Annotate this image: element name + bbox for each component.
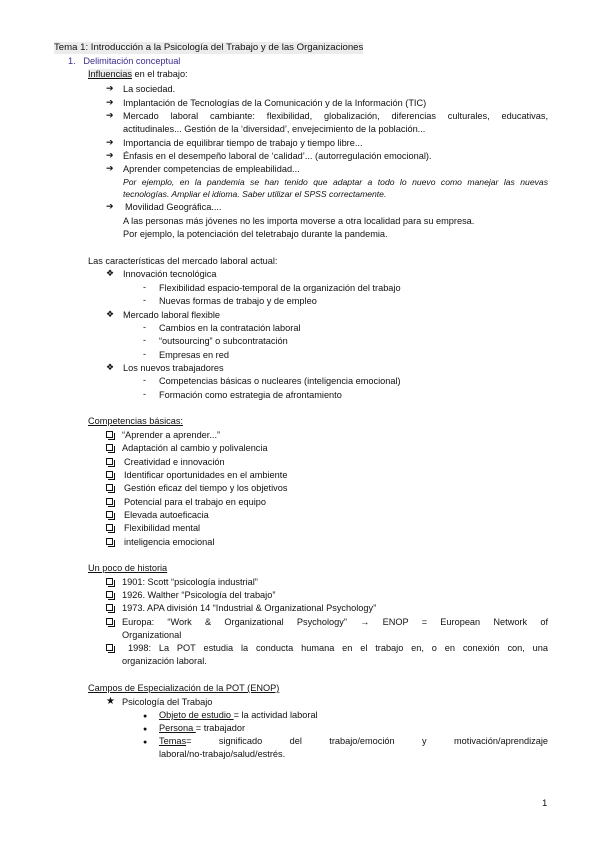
page-number: 1 — [542, 798, 548, 809]
arrow-bullet-icon — [106, 150, 114, 161]
caracteristica-group-label: Innovación tecnológica — [123, 269, 217, 279]
historia-item: 1973. APA división 14 “Industrial & Organizational Psychology” — [122, 603, 377, 613]
checkbox-bullet-icon — [106, 498, 113, 505]
influencias-heading-rest: en el trabajo: — [131, 69, 188, 79]
checkbox-bullet-icon — [106, 618, 113, 625]
caracteristica-item: Nuevas formas de trabajo y de empleo — [159, 296, 317, 306]
arrow-bullet-icon — [106, 83, 114, 94]
arrow-bullet-icon — [106, 97, 114, 108]
caracteristica-item: Cambios en la contratación laboral — [159, 323, 301, 333]
dot-bullet-icon — [143, 736, 147, 746]
influencia-item: Implantación de Tecnologías de la Comunicación y de la Información (TIC) — [123, 98, 427, 108]
checkbox-bullet-icon — [106, 591, 113, 598]
campos-heading: Campos de Especialización de la POT (ENOP) — [88, 683, 280, 693]
campo-detail-value: = significado del trabajo/emoción y motivación/aprendizaje — [186, 736, 548, 746]
checkbox-bullet-icon — [106, 431, 113, 438]
historia-item-cont: Organizational — [122, 630, 182, 640]
campo-detail-value: = trabajador — [195, 723, 246, 733]
arrow-bullet-icon — [106, 110, 114, 121]
dash-bullet-icon — [143, 389, 146, 399]
campo-detail — [159, 709, 318, 721]
competencia-item: Creatividad e innovación — [124, 457, 225, 467]
influencias-heading-key: Influencias — [88, 69, 132, 79]
influencia-item: Mercado laboral cambiante: flexibilidad, globalización, diferencias culturales, educativas, — [123, 111, 548, 121]
star-bullet-icon — [106, 696, 115, 707]
influencia-item-cont: actitudinales... Gestión de la ‘diversidad’, envejecimiento de la población... — [123, 124, 426, 134]
arrow-bullet-icon — [106, 163, 114, 174]
campo-detail-key: Objeto de estudio — [159, 710, 234, 720]
competencia-item: Flexibilidad mental — [124, 523, 201, 533]
arrow-bullet-icon — [106, 137, 114, 148]
checkbox-bullet-icon — [106, 471, 113, 478]
historia-item: 1926. Walther “Psicología del trabajo” — [122, 590, 276, 600]
competencia-item: Identificar oportunidades en el ambiente — [124, 470, 288, 480]
arrow-bullet-icon — [106, 201, 114, 212]
influencias-heading — [88, 68, 188, 80]
influencia-item: Aprender competencias de empleabilidad... — [123, 164, 300, 174]
competencia-item: Adaptación al cambio y polivalencia — [122, 443, 268, 453]
influencia-item: Movilidad Geográfica.... — [125, 202, 222, 212]
campo-detail-cont: laboral/no-trabajo/salud/estrés. — [159, 749, 286, 759]
caracteristica-group-label: Los nuevos trabajadores — [123, 363, 224, 373]
checkbox-bullet-icon — [106, 444, 113, 451]
caracteristica-item: Empresas en red — [159, 350, 229, 360]
diamond-bullet-icon — [106, 309, 114, 320]
historia-item: 1901: Scott “psicología industrial” — [122, 577, 258, 587]
campo-item: Psicología del Trabajo — [122, 697, 213, 707]
competencia-item: Potencial para el trabajo en equipo — [124, 497, 266, 507]
influencia-note: A las personas más jóvenes no les importa moverse a otra localidad para su empresa. — [123, 216, 475, 226]
competencia-item: “Aprender a aprender...” — [122, 430, 221, 440]
competencia-item: Gestión eficaz del tiempo y los objetivos — [124, 483, 288, 493]
caracteristica-item: Formación como estrategia de afrontamiento — [159, 390, 342, 400]
dash-bullet-icon — [143, 349, 146, 359]
dash-bullet-icon — [143, 282, 146, 292]
dot-bullet-icon — [143, 723, 147, 733]
caracteristica-item: Flexibilidad espacio-temporal de la organización del trabajo — [159, 283, 401, 293]
influencia-item: Énfasis en el desempeño laboral de ‘calidad’... (autorregulación emocional). — [123, 151, 432, 161]
checkbox-bullet-icon — [106, 604, 113, 611]
dash-bullet-icon — [143, 322, 146, 332]
dash-bullet-icon — [143, 335, 146, 345]
dash-bullet-icon — [143, 295, 146, 305]
caracteristicas-heading: Las características del mercado laboral actual: — [88, 256, 278, 266]
checkbox-bullet-icon — [106, 524, 113, 531]
diamond-bullet-icon — [106, 362, 114, 373]
section-heading-delimitacion: 1. Delimitación conceptual — [68, 56, 181, 66]
checkbox-bullet-icon — [106, 644, 113, 651]
historia-item: Europa: “Work & Organizational Psychology” → ENOP = European Network of — [122, 617, 548, 627]
document-title: Tema 1: Introducción a la Psicología del Trabajo y de las Organizaciones — [54, 42, 364, 53]
competencia-item: Elevada autoeficacia — [124, 510, 209, 520]
campo-detail-value: = la actividad laboral — [233, 710, 318, 720]
campo-detail-key: Persona — [159, 723, 196, 733]
caracteristica-group-label: Mercado laboral flexible — [123, 310, 221, 320]
dot-bullet-icon — [143, 710, 147, 720]
caracteristica-item: “outsourcing” o subcontratación — [159, 336, 288, 346]
caracteristica-item: Competencias básicas o nucleares (inteligencia emocional) — [159, 376, 401, 386]
campo-detail — [159, 735, 548, 747]
historia-heading: Un poco de historia — [88, 563, 168, 573]
checkbox-bullet-icon — [106, 578, 113, 585]
influencia-example: Por ejemplo, en la pandemia se han tenido que adaptar a todo lo nuevo como manejar las nuevas — [123, 177, 548, 187]
campo-detail — [159, 722, 245, 734]
historia-item: 1998: La POT estudia la conducta humana en el trabajo en, o en conexión con, una — [128, 643, 548, 653]
campo-detail-key: Temas — [159, 736, 187, 746]
dash-bullet-icon — [143, 375, 146, 385]
checkbox-bullet-icon — [106, 458, 113, 465]
influencia-note: Por ejemplo, la potenciación del teletrabajo durante la pandemia. — [123, 229, 388, 239]
influencia-example-cont: tecnologías. Ampliar el idioma. Saber utilizar el SPSS correctamente. — [123, 189, 387, 199]
competencias-heading: Competencias básicas: — [88, 416, 183, 426]
checkbox-bullet-icon — [106, 538, 113, 545]
historia-item-cont: organización laboral. — [122, 656, 207, 666]
influencia-item: Importancia de equilibrar tiempo de trabajo y tiempo libre... — [123, 138, 363, 148]
influencia-item: La sociedad. — [123, 84, 176, 94]
competencia-item: inteligencia emocional — [124, 537, 215, 547]
checkbox-bullet-icon — [106, 484, 113, 491]
diamond-bullet-icon — [106, 268, 114, 279]
checkbox-bullet-icon — [106, 511, 113, 518]
